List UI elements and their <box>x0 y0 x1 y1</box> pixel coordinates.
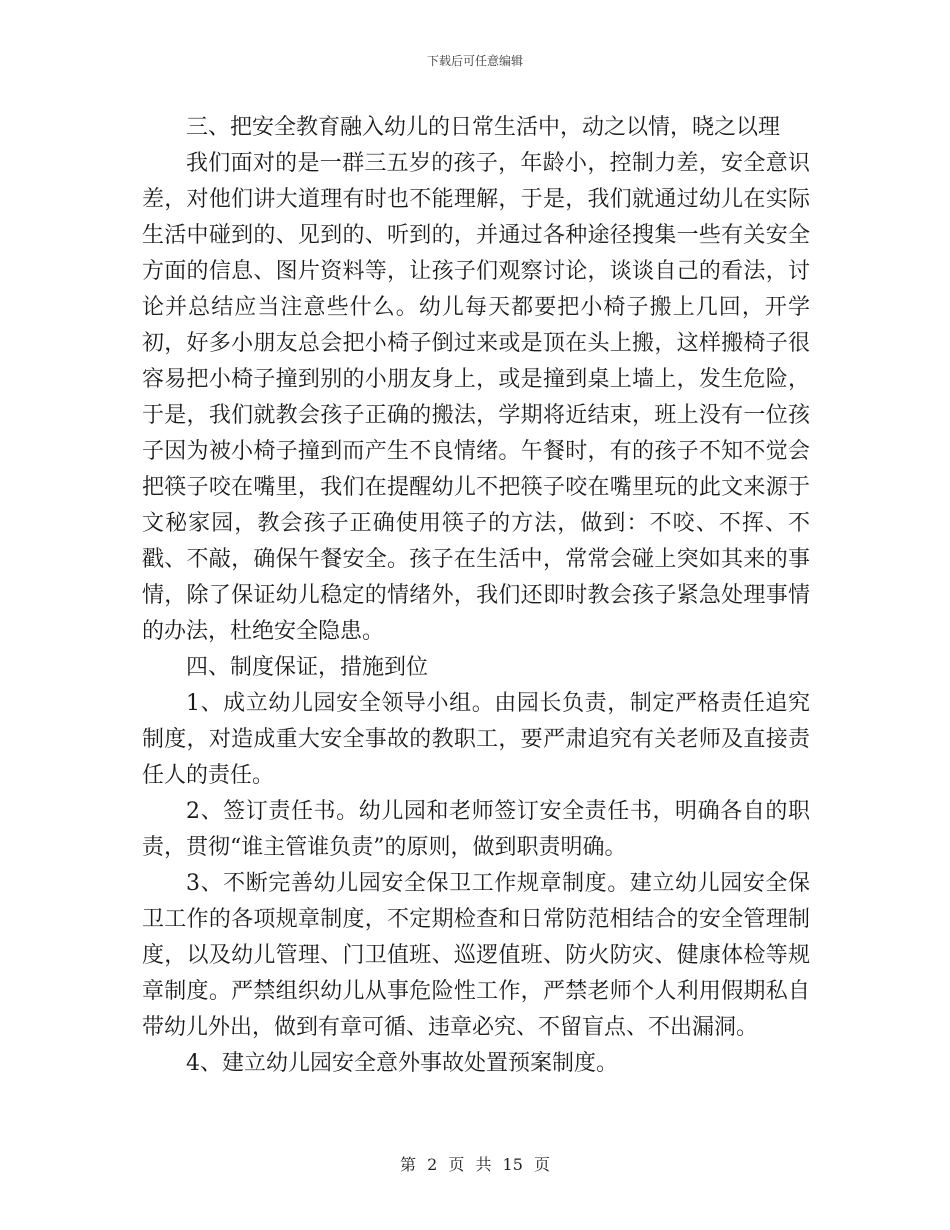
body-paragraph: 1、成立幼儿园安全领导小组。由园长负责，制定严格责任追究制度，对造成重大安全事故的教职工，要严肃追究有关老师及直接责任人的责任。 <box>142 691 810 788</box>
document-body <box>142 110 810 1082</box>
body-paragraph: 3、不断完善幼儿园安全保卫工作规章制度。建立幼儿园安全保卫工作的各项规章制度，不定期检查和日常防范相结合的安全管理制度，以及幼儿管理、门卫值班、巡逻值班、防火防灾、健康体检等规章制度。严禁组织幼儿从事危险性工作，严禁老师个人利用假期私自带幼儿外出，做到有章可循、违章必究、不留盲点、不出漏洞。 <box>142 871 810 1040</box>
page-number: 第 2 页 共 15 页 <box>400 1155 550 1174</box>
body-paragraph: 2、签订责任书。幼儿园和老师签订安全责任书，明确各自的职责，贯彻“谁主管谁负责”的原则，做到职责明确。 <box>142 799 810 860</box>
page-header: 下载后可任意编辑 <box>426 54 523 68</box>
section-heading-4: 四、制度保证，措施到位 <box>186 655 429 680</box>
body-paragraph: 我们面对的是一群三五岁的孩子，年龄小，控制力差，安全意识差，对他们讲大道理有时也不能理解，于是，我们就通过幼儿在实际生活中碰到的、见到的、听到的，并通过各种途径搜集一些有关安全方面的信息、图片资料等，让孩子们观察讨论，谈谈自己的看法，讨论并总结应当注意些什么。幼儿每天都要把小椅子搬上几回，开学初，好多小朋友总会把小椅子倒过来或是顶在头上搬，这样搬椅子很容易把小椅子撞到别的小朋友身上，或是撞到桌上墙上，发生危险，于是，我们就教会孩子正确的搬法，学期将近结束，班上没有一位孩子因为被小椅子撞到而产生不良情绪。午餐时，有的孩子不知不觉会把筷子咬在嘴里，我们在提醒幼儿不把筷子咬在嘴里玩的此文来源于文秘家园，教会孩子正确使用筷子的方法，做到：不咬、不挥、不戳、不敲，确保午餐安全。孩子在生活中，常常会碰上突如其来的事情，除了保证幼儿稳定的情绪外，我们还即时教会孩子紧急处理事情的办法，杜绝安全隐患。 <box>142 151 810 644</box>
section-heading-3: 三、把安全教育融入幼儿的日常生活中，动之以情，晓之以理 <box>186 115 781 140</box>
body-paragraph: 4、建立幼儿园安全意外事故处置预案制度。 <box>186 1051 618 1076</box>
